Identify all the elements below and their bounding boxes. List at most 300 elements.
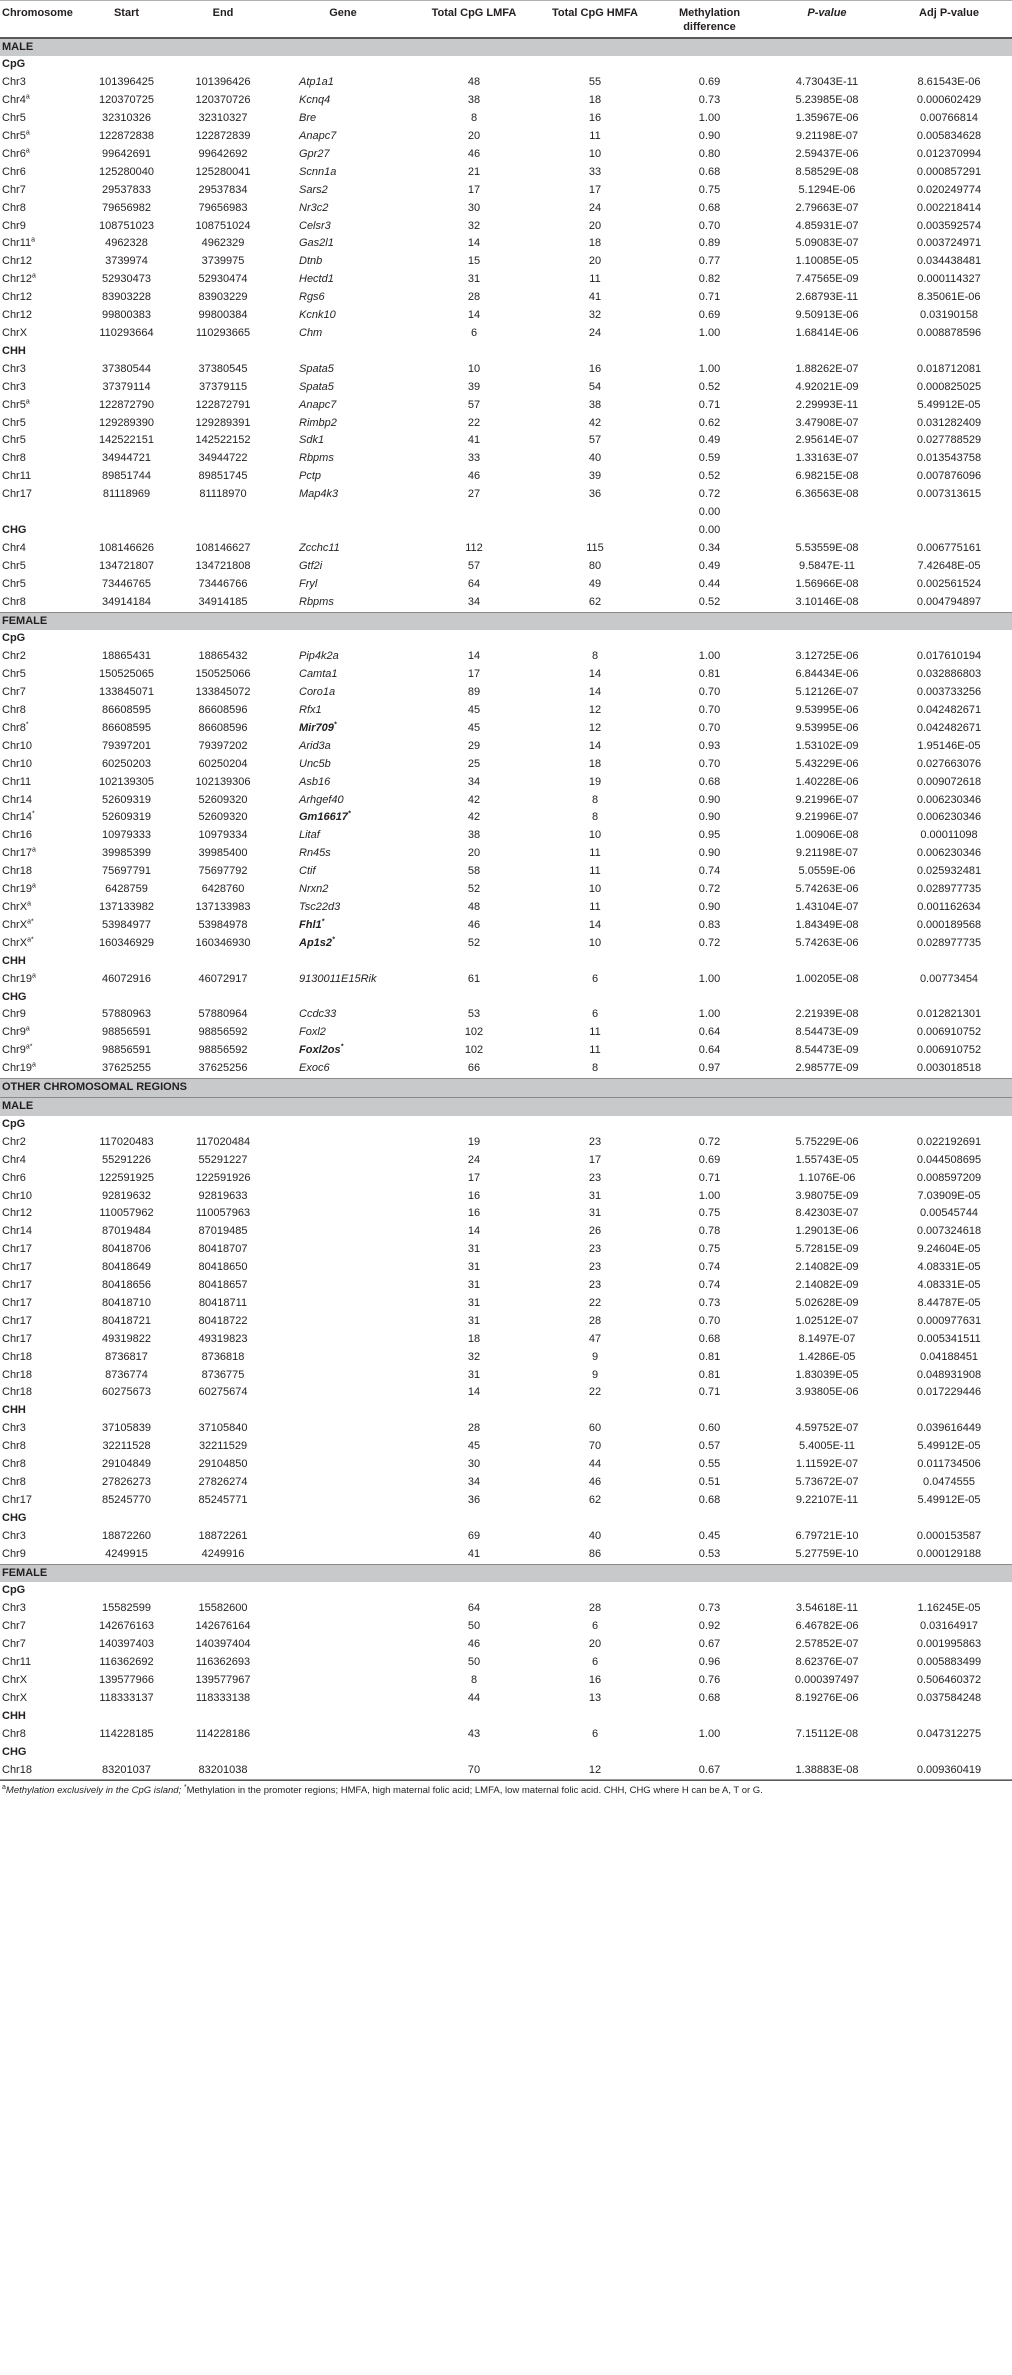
p-value-cell: 1.56966E-08 bbox=[795, 577, 859, 590]
total-lmfa-cell: 38 bbox=[467, 829, 481, 842]
table-row bbox=[0, 1600, 1012, 1618]
methylation-difference-cell: 0.52 bbox=[698, 380, 721, 393]
footnote-marker: a bbox=[31, 272, 36, 280]
chromosome-cell: Chr12$^a$ bbox=[2, 272, 36, 286]
end-cell: 142522152 bbox=[195, 434, 251, 447]
total-hmfa-cell: 11 bbox=[589, 1026, 601, 1039]
end-cell: 37380545 bbox=[198, 362, 248, 375]
end-cell: 32310327 bbox=[198, 112, 248, 125]
context-label: CHG bbox=[2, 523, 27, 536]
chromosome-cell: Chr7 bbox=[2, 686, 26, 699]
p-value-cell: 8.58529E-08 bbox=[795, 165, 859, 178]
table-row bbox=[0, 1384, 1012, 1402]
start-cell: 4962328 bbox=[105, 237, 148, 250]
chromosome-cell bbox=[0, 504, 84, 522]
start-cell: 32310326 bbox=[102, 112, 151, 125]
table-row bbox=[0, 1672, 1012, 1690]
total-lmfa-cell: 28 bbox=[467, 1422, 481, 1435]
chromosome-cell: Chr3 bbox=[2, 1602, 26, 1615]
methylation-difference-cell: 0.73 bbox=[698, 1296, 721, 1309]
p-value-cell: 9.21198E-07 bbox=[795, 847, 859, 860]
gene-cell bbox=[277, 1528, 409, 1546]
start-cell: 81118969 bbox=[102, 488, 151, 501]
methylation-difference-cell: 1.00 bbox=[698, 650, 721, 663]
start-cell: 86608595 bbox=[102, 721, 151, 734]
start-cell: 108751023 bbox=[98, 219, 155, 232]
start-cell: 60275673 bbox=[102, 1386, 151, 1399]
start-cell: 29104849 bbox=[102, 1458, 151, 1471]
start-cell: 134721807 bbox=[98, 559, 155, 572]
footnote-marker: a bbox=[31, 971, 36, 979]
total-lmfa-cell: 31 bbox=[467, 1243, 481, 1256]
total-hmfa-cell: 17 bbox=[588, 183, 602, 196]
gene-cell bbox=[277, 1259, 409, 1277]
end-cell: 122872839 bbox=[195, 130, 251, 143]
adj-p-value-cell: 0.003018518 bbox=[916, 1062, 982, 1075]
p-value-cell: 1.29013E-06 bbox=[795, 1225, 859, 1238]
gene-cell bbox=[277, 1636, 409, 1654]
methylation-difference-cell: 0.53 bbox=[698, 1547, 721, 1560]
total-hmfa-cell: 20 bbox=[588, 219, 602, 232]
header-row bbox=[0, 1, 1012, 38]
p-value-cell: 3.47908E-07 bbox=[795, 416, 859, 429]
methylation-difference-cell: 0.69 bbox=[698, 76, 721, 89]
p-value-cell: 4.73043E-11 bbox=[795, 76, 859, 89]
total-hmfa-cell: 12 bbox=[539, 1762, 651, 1780]
total-lmfa-cell: 34 bbox=[467, 1476, 481, 1488]
gene-cell: Anapc7 bbox=[299, 130, 337, 143]
section-header-row bbox=[0, 1564, 1012, 1582]
p-value-cell: 2.59437E-06 bbox=[795, 147, 859, 160]
table-row bbox=[0, 1367, 1012, 1385]
methylation-difference-cell: 0.49 bbox=[698, 559, 721, 572]
p-value-cell: 1.55743E-05 bbox=[795, 1153, 859, 1166]
end-cell: 87019485 bbox=[198, 1225, 248, 1238]
section-label: FEMALE bbox=[0, 1564, 1012, 1582]
adj-p-value-cell: 0.028977735 bbox=[916, 883, 982, 896]
chromosome-cell: Chr16 bbox=[2, 829, 32, 842]
methylation-difference-cell: 0.49 bbox=[698, 434, 721, 447]
chromosome-cell: ChrX bbox=[2, 327, 28, 339]
chromosome-cell: Chr2 bbox=[2, 1135, 26, 1148]
adj-p-value-cell: 0.025932481 bbox=[916, 865, 982, 878]
gene-cell: Rn45s bbox=[299, 847, 331, 860]
total-hmfa-cell: 16 bbox=[588, 362, 602, 375]
gene-cell bbox=[277, 1134, 409, 1152]
p-value-cell: 5.74263E-06 bbox=[795, 883, 859, 896]
total-lmfa-cell: 52 bbox=[467, 936, 481, 949]
p-value-cell: 1.00906E-08 bbox=[795, 829, 859, 842]
col-total-hmfa: Total CpG HMFA bbox=[539, 1, 651, 38]
gene-cell: Ccdc33 bbox=[299, 1008, 337, 1021]
adj-p-value-cell: 1.16245E-05 bbox=[917, 1602, 981, 1615]
table-row bbox=[0, 271, 1012, 289]
table-row bbox=[0, 486, 1012, 504]
chromosome-cell: Chr2 bbox=[2, 650, 26, 663]
methylation-difference-cell: 0.44 bbox=[698, 577, 721, 590]
gene-cell: Scnn1a bbox=[299, 165, 337, 178]
total-hmfa-cell: 14 bbox=[588, 686, 602, 699]
table-row bbox=[0, 1654, 1012, 1672]
gene-cell bbox=[277, 1188, 409, 1206]
adj-p-value-cell: 4.08331E-05 bbox=[917, 1279, 981, 1292]
adj-p-value-cell: 0.044508695 bbox=[916, 1153, 982, 1166]
adj-p-value-cell: 0.017610194 bbox=[916, 650, 982, 663]
chromosome-cell: Chr17 bbox=[2, 1493, 32, 1506]
adj-p-value-cell: 0.013543758 bbox=[916, 452, 982, 465]
methylation-difference-cell: 0.64 bbox=[698, 1044, 721, 1057]
chromosome-cell: Chr9$^a$ bbox=[2, 1025, 30, 1039]
end-cell: 79656983 bbox=[198, 201, 248, 214]
methylation-difference-cell: 0.71 bbox=[698, 398, 721, 411]
adj-p-value-cell: 0.037584248 bbox=[916, 1691, 982, 1704]
adj-p-value-cell: 0.022192691 bbox=[916, 1135, 982, 1148]
p-value-cell: 1.40228E-06 bbox=[795, 775, 859, 788]
end-cell: 6428760 bbox=[201, 883, 245, 896]
adj-p-value-cell: 5.49912E-05 bbox=[917, 1493, 981, 1506]
p-value-cell: 6.79721E-10 bbox=[795, 1529, 859, 1542]
start-cell: 37105839 bbox=[102, 1422, 151, 1435]
total-hmfa-cell: 115 bbox=[586, 541, 604, 554]
context-label: CHH bbox=[2, 1404, 26, 1417]
adj-p-value-cell: 0.042482671 bbox=[916, 704, 982, 717]
table-row bbox=[0, 1134, 1012, 1152]
total-lmfa-cell: 20 bbox=[467, 847, 481, 860]
chromosome-cell: Chr17 bbox=[2, 1332, 32, 1345]
adj-p-value-cell: 0.000825025 bbox=[916, 380, 982, 393]
start-cell: 114228185 bbox=[99, 1727, 154, 1740]
end-cell: 52609320 bbox=[198, 811, 248, 824]
subsection-header-row bbox=[0, 1582, 1012, 1600]
end-cell: 4962329 bbox=[201, 237, 245, 250]
total-hmfa-cell: 44 bbox=[588, 1458, 602, 1471]
total-hmfa-cell: 47 bbox=[588, 1332, 602, 1345]
total-hmfa-cell: 18 bbox=[588, 94, 602, 107]
start-cell: 73446765 bbox=[102, 577, 151, 590]
end-cell: 49319823 bbox=[198, 1332, 248, 1345]
total-hmfa-cell: 6 bbox=[591, 1727, 599, 1740]
gene-cell: Spata5 bbox=[299, 380, 334, 393]
gene-cell: Gm16617* bbox=[299, 810, 351, 824]
end-cell: 80418711 bbox=[198, 1296, 248, 1309]
end-cell: 108146627 bbox=[195, 541, 251, 554]
table-row bbox=[0, 1205, 1012, 1223]
gene-cell: Spata5 bbox=[299, 362, 334, 375]
chromosome-cell: $Chr9^{a*}$ bbox=[2, 1043, 33, 1057]
chromosome-cell: Chr6$^a$ bbox=[2, 147, 30, 160]
p-value-cell: 1.00205E-08 bbox=[795, 972, 859, 985]
end-cell: 122591926 bbox=[195, 1171, 251, 1184]
table-row bbox=[0, 1331, 1012, 1349]
end-cell: 101396426 bbox=[195, 76, 251, 89]
table-row bbox=[0, 468, 1012, 486]
chromosome-cell: ChrX$^{a*}$ bbox=[2, 918, 34, 931]
gene-cell bbox=[277, 1223, 409, 1241]
start-cell: 120370725 bbox=[98, 94, 155, 107]
gene-cell: Exoc6 bbox=[299, 1062, 330, 1075]
adj-p-value-cell: 9.24604E-05 bbox=[917, 1243, 981, 1256]
adj-p-value-cell: 0.034438481 bbox=[916, 255, 982, 268]
total-hmfa-cell: 86 bbox=[588, 1547, 602, 1560]
table-row bbox=[0, 1295, 1012, 1313]
end-cell: 134721808 bbox=[195, 559, 251, 572]
total-hmfa-cell bbox=[539, 504, 651, 522]
total-hmfa-cell: 8 bbox=[591, 811, 599, 824]
total-hmfa-cell: 16 bbox=[588, 112, 602, 125]
total-hmfa-cell: 62 bbox=[588, 595, 602, 608]
adj-p-value-cell: 0.006910752 bbox=[916, 1026, 982, 1039]
total-hmfa-cell: 31 bbox=[588, 1207, 602, 1220]
p-value-cell: 9.21198E-07 bbox=[795, 130, 859, 143]
table-row bbox=[0, 1420, 1012, 1438]
p-value-cell: 9.21996E-07 bbox=[795, 811, 859, 824]
methylation-difference-cell: 0.75 bbox=[698, 1243, 721, 1256]
methylation-difference-cell: 0.67 bbox=[651, 1762, 768, 1780]
total-lmfa-cell: 16 bbox=[467, 1207, 481, 1220]
total-lmfa-cell: 44 bbox=[467, 1691, 481, 1704]
table-row bbox=[0, 809, 1012, 827]
methylation-difference-cell: 0.70 bbox=[698, 757, 721, 770]
p-value-cell: 5.1294E-06 bbox=[798, 183, 856, 196]
table-row bbox=[0, 899, 1012, 917]
subsection-header-row bbox=[0, 953, 1012, 971]
table-row bbox=[0, 128, 1012, 146]
methylation-difference-cell: 0.73 bbox=[698, 1602, 721, 1615]
start-cell: 37380544 bbox=[102, 362, 151, 375]
p-value-cell: 1.88262E-07 bbox=[795, 362, 859, 375]
total-lmfa-cell: 89 bbox=[467, 686, 481, 699]
gene-cell: Nrxn2 bbox=[299, 883, 329, 896]
total-lmfa-cell: 46 bbox=[467, 470, 481, 483]
adj-p-value-cell: 0.0474555 bbox=[923, 1476, 975, 1488]
footnote-marker: a bbox=[31, 882, 36, 890]
p-value-cell: 8.19276E-06 bbox=[795, 1691, 859, 1704]
end-cell: 81118970 bbox=[199, 488, 247, 501]
chromosome-cell: Chr8 bbox=[2, 595, 26, 608]
adj-p-value-cell: 8.61543E-06 bbox=[917, 76, 981, 89]
total-lmfa-cell: 20 bbox=[467, 130, 481, 143]
table-row bbox=[0, 1170, 1012, 1188]
chromosome-cell: Chr9 bbox=[2, 1008, 26, 1021]
total-lmfa-cell: 66 bbox=[467, 1062, 481, 1075]
start-cell: 75697791 bbox=[102, 865, 151, 878]
p-value-cell: 1.1076E-06 bbox=[798, 1171, 856, 1184]
total-lmfa-cell: 58 bbox=[467, 865, 481, 878]
start-cell: 37625255 bbox=[102, 1062, 151, 1075]
footnote-marker: * bbox=[31, 810, 35, 818]
table-row bbox=[0, 1636, 1012, 1654]
table-row bbox=[0, 253, 1012, 271]
chromosome-cell: Chr14* bbox=[2, 810, 35, 824]
end-cell: 29104850 bbox=[198, 1458, 248, 1471]
adj-p-value-cell: 0.047312275 bbox=[916, 1727, 982, 1740]
total-lmfa-cell: 31 bbox=[467, 273, 481, 286]
total-hmfa-cell: 14 bbox=[588, 739, 602, 752]
total-lmfa-cell: 102 bbox=[464, 1044, 484, 1057]
chromosome-cell: Chr3 bbox=[2, 76, 26, 89]
table-row bbox=[0, 235, 1012, 253]
table-row bbox=[0, 450, 1012, 468]
total-hmfa-cell: 22 bbox=[588, 1296, 602, 1309]
adj-p-value-cell: 0.042482671 bbox=[916, 721, 982, 734]
start-cell: 142522151 bbox=[98, 434, 155, 447]
chromosome-cell: Chr8 bbox=[2, 201, 26, 214]
total-hmfa-cell: 24 bbox=[588, 201, 602, 214]
chromosome-cell: Chr4$^a$ bbox=[2, 93, 30, 107]
table-row bbox=[0, 1528, 1012, 1546]
total-hmfa-cell: 10 bbox=[588, 147, 602, 160]
total-lmfa-cell: 42 bbox=[467, 811, 481, 824]
p-value-cell: 1.83039E-05 bbox=[795, 1368, 859, 1381]
total-hmfa-cell: 28 bbox=[588, 1602, 602, 1615]
start-cell: 15582599 bbox=[102, 1602, 151, 1615]
p-value-cell: 1.84349E-08 bbox=[795, 918, 859, 931]
adj-p-value-cell: 0.017229446 bbox=[916, 1386, 982, 1399]
total-lmfa-cell: 46 bbox=[467, 147, 481, 160]
adj-p-value-cell: 0.04188451 bbox=[919, 1350, 979, 1363]
footnote-marker: a bbox=[25, 397, 30, 405]
total-hmfa-cell: 13 bbox=[588, 1691, 602, 1704]
total-lmfa-cell: 64 bbox=[467, 1602, 481, 1615]
methylation-difference-cell: 0.77 bbox=[698, 255, 721, 268]
context-label: CpG bbox=[2, 632, 26, 645]
start-cell: 10979333 bbox=[102, 829, 151, 842]
start-cell: 27826273 bbox=[102, 1476, 151, 1488]
total-lmfa-cell: 38 bbox=[467, 94, 481, 107]
chromosome-cell: Chr3 bbox=[2, 1422, 26, 1435]
total-hmfa-cell: 55 bbox=[588, 76, 602, 89]
footnote-marker: a* bbox=[25, 1043, 33, 1051]
section-header-row bbox=[0, 612, 1012, 630]
methylation-difference-cell: 0.55 bbox=[698, 1458, 721, 1471]
start-cell: 99642691 bbox=[102, 147, 151, 160]
total-lmfa-cell: 69 bbox=[467, 1529, 481, 1542]
methylation-difference-cell: 0.72 bbox=[698, 936, 721, 949]
total-lmfa-cell: 6 bbox=[470, 327, 478, 339]
context-label: CHG bbox=[2, 990, 27, 1003]
adj-p-value-cell: 0.506460372 bbox=[916, 1673, 982, 1686]
adj-p-value-cell: 1.95146E-05 bbox=[917, 739, 981, 752]
end-cell: 102139306 bbox=[195, 775, 251, 788]
gene-cell: Foxl2os* bbox=[299, 1043, 344, 1057]
adj-p-value-cell: 0.007324618 bbox=[916, 1225, 982, 1238]
p-value-cell: 8.54473E-09 bbox=[795, 1044, 859, 1057]
adj-p-value-cell: 0.005883499 bbox=[916, 1656, 982, 1669]
methylation-difference-cell: 0.70 bbox=[698, 1314, 721, 1327]
adj-p-value-cell: 0.009072618 bbox=[916, 775, 982, 788]
total-hmfa-cell: 14 bbox=[588, 668, 602, 681]
end-cell: 139577967 bbox=[195, 1673, 251, 1686]
total-hmfa-cell: 12 bbox=[588, 721, 602, 734]
adj-p-value-cell: 8.35061E-06 bbox=[917, 291, 981, 304]
chromosome-cell: Chr19$^a$ bbox=[2, 1061, 36, 1075]
gene-cell bbox=[277, 1205, 409, 1223]
p-value-cell: 6.36563E-08 bbox=[795, 488, 859, 501]
chromosome-cell: Chr3 bbox=[2, 362, 26, 375]
methylation-difference-cell: 0.74 bbox=[698, 1279, 721, 1292]
table-row bbox=[0, 827, 1012, 845]
total-lmfa-cell: 32 bbox=[467, 1350, 481, 1363]
start-cell: 8736817 bbox=[105, 1350, 148, 1363]
table-row bbox=[0, 1546, 1012, 1564]
start-cell: 117020483 bbox=[99, 1135, 154, 1148]
start-cell: 101396425 bbox=[98, 76, 155, 89]
table-row bbox=[0, 1349, 1012, 1367]
total-lmfa-cell: 41 bbox=[467, 434, 481, 447]
total-hmfa-cell: 22 bbox=[588, 1386, 602, 1399]
methylation-difference-cell: 0.78 bbox=[698, 1225, 721, 1238]
total-lmfa-cell: 19 bbox=[467, 1135, 481, 1148]
total-hmfa-cell: 11 bbox=[589, 273, 601, 286]
gene-cell: Kcnq4 bbox=[299, 94, 331, 107]
total-lmfa-cell: 70 bbox=[409, 1762, 539, 1780]
table-row bbox=[0, 164, 1012, 182]
table-row bbox=[0, 792, 1012, 810]
methylation-difference-cell: 0.81 bbox=[698, 668, 721, 681]
gene-cell: Tsc22d3 bbox=[299, 901, 341, 913]
start-cell: 108146626 bbox=[98, 541, 155, 554]
total-lmfa-cell: 33 bbox=[467, 452, 481, 465]
total-hmfa-cell: 9 bbox=[591, 1368, 599, 1381]
table-row bbox=[0, 1024, 1012, 1042]
table-row bbox=[0, 110, 1012, 128]
end-cell: 98856592 bbox=[198, 1044, 248, 1057]
p-value-cell: 3.98075E-09 bbox=[795, 1189, 859, 1202]
start-cell bbox=[84, 504, 169, 522]
context-label: CpG bbox=[2, 58, 26, 71]
methylation-difference-cell: 0.83 bbox=[698, 918, 721, 931]
table-row bbox=[0, 218, 1012, 236]
end-cell: 99642692 bbox=[198, 147, 248, 160]
p-value-cell: 9.22107E-11 bbox=[795, 1493, 859, 1506]
subsection-header-row bbox=[0, 1744, 1012, 1762]
table-row bbox=[0, 1456, 1012, 1474]
total-lmfa-cell: 17 bbox=[467, 1171, 481, 1184]
p-value-cell: 2.57852E-07 bbox=[795, 1638, 859, 1651]
methylation-difference-cell: 0.52 bbox=[698, 595, 721, 608]
end-cell: 110293665 bbox=[195, 327, 251, 339]
adj-p-value-cell: 0.012821301 bbox=[916, 1008, 982, 1021]
end-cell: 133845072 bbox=[195, 686, 251, 699]
total-hmfa-cell: 11 bbox=[589, 901, 601, 913]
chromosome-cell: Chr4 bbox=[2, 1153, 26, 1166]
adj-p-value-cell: 0.008878596 bbox=[916, 327, 982, 339]
start-cell: 79397201 bbox=[102, 739, 151, 752]
chromosome-cell: Chr12 bbox=[2, 291, 32, 304]
end-cell: 86608596 bbox=[198, 704, 248, 717]
total-lmfa-cell: 17 bbox=[467, 668, 481, 681]
total-hmfa-cell: 42 bbox=[588, 416, 602, 429]
chromosome-cell: Chr17 bbox=[2, 1243, 32, 1256]
end-cell: 37105840 bbox=[198, 1422, 248, 1435]
adj-p-value-cell bbox=[886, 504, 1012, 522]
gene-cell bbox=[277, 1295, 409, 1313]
adj-p-value-cell: 0.011734506 bbox=[917, 1458, 981, 1471]
total-hmfa-cell: 39 bbox=[588, 470, 602, 483]
table-row bbox=[0, 1474, 1012, 1492]
p-value-cell: 1.43104E-07 bbox=[795, 901, 859, 913]
chromosome-cell: Chr17 bbox=[2, 1296, 32, 1309]
footnote-marker: a* bbox=[27, 936, 34, 944]
gene-cell: Rbpms bbox=[299, 452, 334, 465]
table-row bbox=[0, 504, 1012, 522]
start-cell: 18872260 bbox=[102, 1529, 151, 1542]
start-cell: 98856591 bbox=[102, 1026, 151, 1039]
methylation-difference-cell: 0.70 bbox=[698, 219, 721, 232]
total-lmfa-cell: 14 bbox=[467, 1386, 481, 1399]
p-value-cell: 1.38883E-08 bbox=[768, 1762, 886, 1780]
gene-cell bbox=[277, 1241, 409, 1259]
